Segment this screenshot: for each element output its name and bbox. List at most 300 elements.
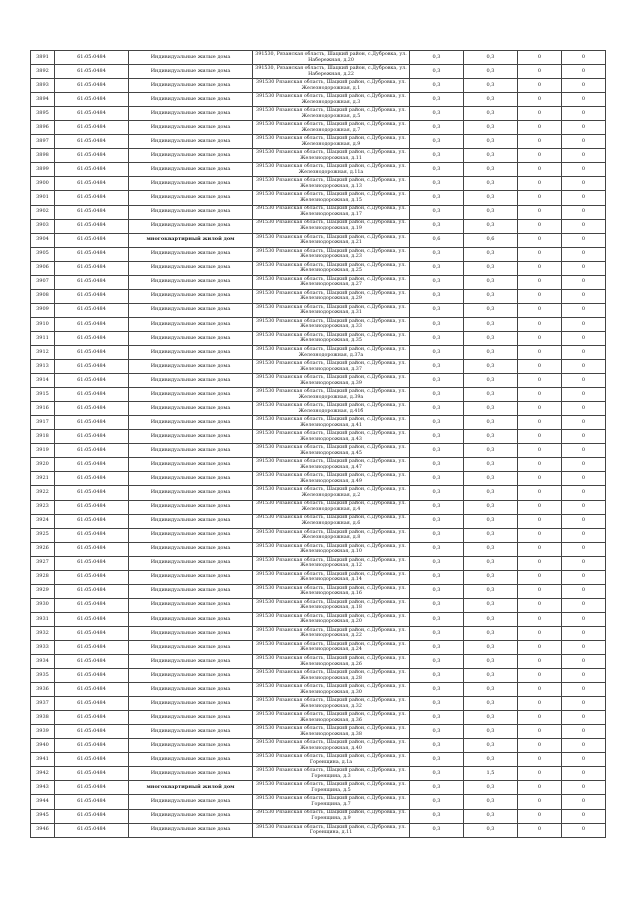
value-d-cell: 0 bbox=[562, 402, 606, 416]
building-type-cell: Индивидуальные жилые дома bbox=[129, 795, 253, 809]
cadastral-quarter-cell: 61:05:0484 bbox=[55, 402, 129, 416]
value-a-cell: 0,3 bbox=[410, 135, 464, 149]
row-number-cell: 3892 bbox=[31, 65, 55, 79]
value-c-cell: 0 bbox=[518, 51, 562, 65]
value-d-cell: 0 bbox=[562, 640, 606, 654]
value-d-cell: 0 bbox=[562, 303, 606, 317]
value-a-cell: 0,3 bbox=[410, 191, 464, 205]
value-a-cell: 0,3 bbox=[410, 275, 464, 289]
building-type-cell: Индивидуальные жилые дома bbox=[129, 416, 253, 430]
table-row bbox=[31, 739, 606, 753]
value-c-cell: 0 bbox=[518, 584, 562, 598]
value-b-cell: 0,3 bbox=[464, 430, 518, 444]
table-row bbox=[31, 781, 606, 795]
value-b-cell: 0,6 bbox=[464, 233, 518, 247]
value-a-cell: 0,3 bbox=[410, 303, 464, 317]
address-cell: 391530, Рязанская область, Шацкий район, с.Дубровка, ул. Набережная, д.22 bbox=[253, 65, 410, 79]
value-b-cell: 0,3 bbox=[464, 261, 518, 275]
value-b-cell: 0,3 bbox=[464, 626, 518, 640]
cadastral-quarter-cell: 61:05:0484 bbox=[55, 374, 129, 388]
value-c-cell: 0 bbox=[518, 233, 562, 247]
value-b-cell: 0,3 bbox=[464, 135, 518, 149]
building-type-cell: Индивидуальные жилые дома bbox=[129, 107, 253, 121]
row-number-cell: 3915 bbox=[31, 388, 55, 402]
value-d-cell: 0 bbox=[562, 135, 606, 149]
value-a-cell: 0,3 bbox=[410, 205, 464, 219]
value-d-cell: 0 bbox=[562, 669, 606, 683]
value-c-cell: 0 bbox=[518, 486, 562, 500]
table-row bbox=[31, 486, 606, 500]
row-number-cell: 3945 bbox=[31, 809, 55, 823]
building-type-cell: Индивидуальные жилые дома bbox=[129, 486, 253, 500]
row-number-cell: 3930 bbox=[31, 598, 55, 612]
value-d-cell: 0 bbox=[562, 556, 606, 570]
cadastral-quarter-cell: 61:05:0484 bbox=[55, 655, 129, 669]
address-cell: 391530 Рязанская область, Шацкий район, с.Дубровка, ул. Железнодорожная, д.32 bbox=[253, 697, 410, 711]
value-b-cell: 0,3 bbox=[464, 514, 518, 528]
value-a-cell: 0,3 bbox=[410, 289, 464, 303]
building-type-cell: Индивидуальные жилые дома bbox=[129, 683, 253, 697]
address-cell: 391530 Рязанская область, Шацкий район, с.Дубровка, ул. Железнодорожная, д.2 bbox=[253, 486, 410, 500]
value-b-cell: 0,3 bbox=[464, 121, 518, 135]
value-d-cell: 0 bbox=[562, 809, 606, 823]
cadastral-quarter-cell: 61:05:0484 bbox=[55, 51, 129, 65]
table-row bbox=[31, 205, 606, 219]
value-c-cell: 0 bbox=[518, 219, 562, 233]
value-b-cell: 0,3 bbox=[464, 655, 518, 669]
address-cell: 391530 Рязанская область, Шацкий район, с.Дубровка, ул. Железнодорожная, д.40 bbox=[253, 739, 410, 753]
value-b-cell: 0,3 bbox=[464, 486, 518, 500]
building-type-cell: многоквартирный жилой дом bbox=[129, 781, 253, 795]
cadastral-quarter-cell: 61:05:0484 bbox=[55, 556, 129, 570]
row-number-cell: 3919 bbox=[31, 444, 55, 458]
value-a-cell: 0,3 bbox=[410, 149, 464, 163]
value-a-cell: 0,3 bbox=[410, 823, 464, 837]
cadastral-quarter-cell: 61:05:0484 bbox=[55, 598, 129, 612]
value-b-cell: 0,3 bbox=[464, 345, 518, 359]
cadastral-quarter-cell: 61:05:0484 bbox=[55, 430, 129, 444]
row-number-cell: 3924 bbox=[31, 514, 55, 528]
address-cell: 391530 Рязанская область, Шацкий район, с.Дубровка, ул. Железнодорожная, д.11а bbox=[253, 163, 410, 177]
value-b-cell: 0,3 bbox=[464, 93, 518, 107]
value-b-cell: 0,3 bbox=[464, 360, 518, 374]
table-row bbox=[31, 669, 606, 683]
value-b-cell: 0,3 bbox=[464, 331, 518, 345]
cadastral-quarter-cell: 61:05:0484 bbox=[55, 303, 129, 317]
row-number-cell: 3894 bbox=[31, 93, 55, 107]
value-b-cell: 0,3 bbox=[464, 219, 518, 233]
value-b-cell: 0,3 bbox=[464, 275, 518, 289]
value-d-cell: 0 bbox=[562, 107, 606, 121]
row-number-cell: 3938 bbox=[31, 711, 55, 725]
value-a-cell: 0,3 bbox=[410, 528, 464, 542]
building-type-cell: Индивидуальные жилые дома bbox=[129, 402, 253, 416]
row-number-cell: 3940 bbox=[31, 739, 55, 753]
address-cell: 391530 Рязанская область, Шацкий район, с.Дубровка, ул. Горенщина, д.5 bbox=[253, 781, 410, 795]
value-a-cell: 0,3 bbox=[410, 388, 464, 402]
address-cell: 391530 Рязанская область, Шацкий район, с.Дубровка, ул. Железнодорожная, д.37а bbox=[253, 345, 410, 359]
value-d-cell: 0 bbox=[562, 725, 606, 739]
cadastral-quarter-cell: 61:05:0484 bbox=[55, 500, 129, 514]
value-b-cell: 0,3 bbox=[464, 163, 518, 177]
address-cell: 391530 Рязанская область, Шацкий район, с.Дубровка, ул. Железнодорожная, д.39а bbox=[253, 388, 410, 402]
building-type-cell: Индивидуальные жилые дома bbox=[129, 472, 253, 486]
cadastral-quarter-cell: 61:05:0484 bbox=[55, 247, 129, 261]
cadastral-quarter-cell: 61:05:0484 bbox=[55, 317, 129, 331]
value-d-cell: 0 bbox=[562, 430, 606, 444]
table-row bbox=[31, 247, 606, 261]
address-cell: 391530 Рязанская область, Шацкий район, с.Дубровка, ул. Горенщина, д.7 bbox=[253, 795, 410, 809]
value-d-cell: 0 bbox=[562, 191, 606, 205]
address-cell: 391530 Рязанская область, Шацкий район, с.Дубровка, ул. Железнодорожная, д.15 bbox=[253, 191, 410, 205]
table-row bbox=[31, 275, 606, 289]
value-c-cell: 0 bbox=[518, 121, 562, 135]
address-cell: 391530 Рязанская область, Шацкий район, с.Дубровка, ул. Железнодорожная, д.38 bbox=[253, 725, 410, 739]
building-type-cell: Индивидуальные жилые дома bbox=[129, 79, 253, 93]
value-c-cell: 0 bbox=[518, 374, 562, 388]
value-d-cell: 0 bbox=[562, 514, 606, 528]
address-cell: 391530 Рязанская область, Шацкий район, с.Дубровка, ул. Железнодорожная, д.25 bbox=[253, 261, 410, 275]
cadastral-quarter-cell: 61:05:0484 bbox=[55, 458, 129, 472]
table-row bbox=[31, 711, 606, 725]
value-a-cell: 0,3 bbox=[410, 669, 464, 683]
cadastral-quarter-cell: 61:05:0484 bbox=[55, 781, 129, 795]
row-number-cell: 3903 bbox=[31, 219, 55, 233]
cadastral-quarter-cell: 61:05:0484 bbox=[55, 725, 129, 739]
row-number-cell: 3941 bbox=[31, 753, 55, 767]
value-c-cell: 0 bbox=[518, 612, 562, 626]
value-a-cell: 0,3 bbox=[410, 79, 464, 93]
row-number-cell: 3916 bbox=[31, 402, 55, 416]
address-cell: 391530 Рязанская область, Шацкий район, с.Дубровка, ул. Железнодорожная, д.6 bbox=[253, 514, 410, 528]
address-cell: 391530 Рязанская область, Шацкий район, с.Дубровка, ул. Железнодорожная, д.4 bbox=[253, 500, 410, 514]
value-b-cell: 0,3 bbox=[464, 149, 518, 163]
building-type-cell: Индивидуальные жилые дома bbox=[129, 500, 253, 514]
table-row bbox=[31, 570, 606, 584]
value-c-cell: 0 bbox=[518, 528, 562, 542]
cadastral-quarter-cell: 61:05:0484 bbox=[55, 809, 129, 823]
row-number-cell: 3907 bbox=[31, 275, 55, 289]
table-row bbox=[31, 612, 606, 626]
address-cell: 391530 Рязанская область, Шацкий район, с.Дубровка, ул. Железнодорожная, д.3 bbox=[253, 93, 410, 107]
building-type-cell: Индивидуальные жилые дома bbox=[129, 626, 253, 640]
table-row bbox=[31, 655, 606, 669]
cadastral-quarter-cell: 61:05:0484 bbox=[55, 795, 129, 809]
row-number-cell: 3935 bbox=[31, 669, 55, 683]
address-cell: 391530 Рязанская область, Шацкий район, с.Дубровка, ул. Горенщина, д.9 bbox=[253, 809, 410, 823]
value-c-cell: 0 bbox=[518, 739, 562, 753]
row-number-cell: 3904 bbox=[31, 233, 55, 247]
building-type-cell: Индивидуальные жилые дома bbox=[129, 331, 253, 345]
table-row bbox=[31, 233, 606, 247]
row-number-cell: 3943 bbox=[31, 781, 55, 795]
value-d-cell: 0 bbox=[562, 655, 606, 669]
value-a-cell: 0,3 bbox=[410, 444, 464, 458]
value-b-cell: 0,3 bbox=[464, 584, 518, 598]
table-row bbox=[31, 514, 606, 528]
value-d-cell: 0 bbox=[562, 219, 606, 233]
value-b-cell: 0,3 bbox=[464, 683, 518, 697]
address-cell: 391530 Рязанская область, Шацкий район, с.Дубровка, ул. Железнодорожная, д.28 bbox=[253, 669, 410, 683]
value-d-cell: 0 bbox=[562, 823, 606, 837]
value-c-cell: 0 bbox=[518, 191, 562, 205]
value-c-cell: 0 bbox=[518, 542, 562, 556]
table-row bbox=[31, 402, 606, 416]
building-type-cell: многоквартирный жилой дом bbox=[129, 233, 253, 247]
value-d-cell: 0 bbox=[562, 584, 606, 598]
address-cell: 391530 Рязанская область, Шацкий район, с.Дубровка, ул. Железнодорожная, д.21 bbox=[253, 233, 410, 247]
value-a-cell: 0,3 bbox=[410, 640, 464, 654]
value-b-cell: 0,3 bbox=[464, 739, 518, 753]
value-a-cell: 0,3 bbox=[410, 416, 464, 430]
cadastral-quarter-cell: 61:05:0484 bbox=[55, 416, 129, 430]
value-c-cell: 0 bbox=[518, 149, 562, 163]
cadastral-quarter-cell: 61:05:0484 bbox=[55, 514, 129, 528]
value-a-cell: 0,3 bbox=[410, 612, 464, 626]
table-row bbox=[31, 416, 606, 430]
cadastral-quarter-cell: 61:05:0484 bbox=[55, 697, 129, 711]
cadastral-quarter-cell: 61:05:0484 bbox=[55, 542, 129, 556]
value-b-cell: 0,3 bbox=[464, 640, 518, 654]
table-row bbox=[31, 303, 606, 317]
table-row bbox=[31, 626, 606, 640]
value-d-cell: 0 bbox=[562, 486, 606, 500]
value-d-cell: 0 bbox=[562, 781, 606, 795]
address-cell: 391530 Рязанская область, Шацкий район, с.Дубровка, ул. Железнодорожная, д.26 bbox=[253, 655, 410, 669]
row-number-cell: 3939 bbox=[31, 725, 55, 739]
value-b-cell: 1,5 bbox=[464, 767, 518, 781]
value-d-cell: 0 bbox=[562, 795, 606, 809]
value-c-cell: 0 bbox=[518, 163, 562, 177]
address-cell: 391530 Рязанская область, Шацкий район, с.Дубровка, ул. Железнодорожная, д.16 bbox=[253, 584, 410, 598]
value-a-cell: 0,3 bbox=[410, 570, 464, 584]
table-row bbox=[31, 163, 606, 177]
address-cell: 391530 Рязанская область, Шацкий район, с.Дубровка, ул. Железнодорожная, д.7 bbox=[253, 121, 410, 135]
value-a-cell: 0,3 bbox=[410, 472, 464, 486]
building-type-cell: Индивидуальные жилые дома bbox=[129, 669, 253, 683]
building-type-cell: Индивидуальные жилые дома bbox=[129, 65, 253, 79]
value-c-cell: 0 bbox=[518, 317, 562, 331]
value-a-cell: 0,3 bbox=[410, 430, 464, 444]
value-c-cell: 0 bbox=[518, 598, 562, 612]
value-a-cell: 0,3 bbox=[410, 739, 464, 753]
building-type-cell: Индивидуальные жилые дома bbox=[129, 149, 253, 163]
row-number-cell: 3926 bbox=[31, 542, 55, 556]
value-b-cell: 0,3 bbox=[464, 500, 518, 514]
building-type-cell: Индивидуальные жилые дома bbox=[129, 374, 253, 388]
row-number-cell: 3920 bbox=[31, 458, 55, 472]
building-type-cell: Индивидуальные жилые дома bbox=[129, 135, 253, 149]
table-row bbox=[31, 556, 606, 570]
table-row bbox=[31, 528, 606, 542]
cadastral-quarter-cell: 61:05:0484 bbox=[55, 753, 129, 767]
building-type-cell: Индивидуальные жилые дома bbox=[129, 247, 253, 261]
cadastral-quarter-cell: 61:05:0484 bbox=[55, 570, 129, 584]
value-a-cell: 0,3 bbox=[410, 781, 464, 795]
value-c-cell: 0 bbox=[518, 430, 562, 444]
table-row bbox=[31, 93, 606, 107]
address-cell: 391530 Рязанская область, Шацкий район, с.Дубровка, ул. Железнодорожная, д.11 bbox=[253, 149, 410, 163]
table-row bbox=[31, 191, 606, 205]
value-b-cell: 0,3 bbox=[464, 374, 518, 388]
cadastral-quarter-cell: 61:05:0484 bbox=[55, 683, 129, 697]
row-number-cell: 3922 bbox=[31, 486, 55, 500]
address-cell: 391530 Рязанская область, Шацкий район, с.Дубровка, ул. Железнодорожная, д.43 bbox=[253, 430, 410, 444]
row-number-cell: 3914 bbox=[31, 374, 55, 388]
cadastral-quarter-cell: 61:05:0484 bbox=[55, 626, 129, 640]
value-a-cell: 0,3 bbox=[410, 711, 464, 725]
value-a-cell: 0,6 bbox=[410, 233, 464, 247]
row-number-cell: 3911 bbox=[31, 331, 55, 345]
value-a-cell: 0,3 bbox=[410, 107, 464, 121]
building-type-cell: Индивидуальные жилые дома bbox=[129, 51, 253, 65]
building-type-cell: Индивидуальные жилые дома bbox=[129, 584, 253, 598]
address-cell: 391530 Рязанская область, Шацкий район, с.Дубровка, ул. Железнодорожная, д.5 bbox=[253, 107, 410, 121]
value-c-cell: 0 bbox=[518, 500, 562, 514]
value-c-cell: 0 bbox=[518, 177, 562, 191]
value-c-cell: 0 bbox=[518, 570, 562, 584]
value-b-cell: 0,3 bbox=[464, 528, 518, 542]
cadastral-quarter-cell: 61:05:0484 bbox=[55, 331, 129, 345]
value-c-cell: 0 bbox=[518, 345, 562, 359]
building-type-cell: Индивидуальные жилые дома bbox=[129, 809, 253, 823]
value-b-cell: 0,3 bbox=[464, 711, 518, 725]
value-b-cell: 0,3 bbox=[464, 289, 518, 303]
table-row bbox=[31, 317, 606, 331]
address-cell: 391530 Рязанская область, Шацкий район, с.Дубровка, ул. Железнодорожная, д.12 bbox=[253, 556, 410, 570]
value-a-cell: 0,3 bbox=[410, 556, 464, 570]
row-number-cell: 3900 bbox=[31, 177, 55, 191]
value-a-cell: 0,3 bbox=[410, 598, 464, 612]
value-c-cell: 0 bbox=[518, 303, 562, 317]
address-cell: 391530 Рязанская область, Шацкий район, с.Дубровка, ул. Горенщина, д.3 bbox=[253, 767, 410, 781]
row-number-cell: 3912 bbox=[31, 345, 55, 359]
row-number-cell: 3899 bbox=[31, 163, 55, 177]
value-a-cell: 0,3 bbox=[410, 584, 464, 598]
row-number-cell: 3910 bbox=[31, 317, 55, 331]
value-b-cell: 0,3 bbox=[464, 809, 518, 823]
cadastral-quarter-cell: 61:05:0484 bbox=[55, 191, 129, 205]
building-type-cell: Индивидуальные жилые дома bbox=[129, 711, 253, 725]
cadastral-quarter-cell: 61:05:0484 bbox=[55, 388, 129, 402]
value-d-cell: 0 bbox=[562, 121, 606, 135]
building-type-cell: Индивидуальные жилые дома bbox=[129, 640, 253, 654]
row-number-cell: 3917 bbox=[31, 416, 55, 430]
address-cell: 391530 Рязанская область, Шацкий район, с.Дубровка, ул. Железнодорожная, д.19 bbox=[253, 219, 410, 233]
value-b-cell: 0,3 bbox=[464, 556, 518, 570]
table-row bbox=[31, 219, 606, 233]
value-c-cell: 0 bbox=[518, 107, 562, 121]
value-b-cell: 0,3 bbox=[464, 669, 518, 683]
value-b-cell: 0,3 bbox=[464, 458, 518, 472]
row-number-cell: 3891 bbox=[31, 51, 55, 65]
value-b-cell: 0,3 bbox=[464, 472, 518, 486]
value-b-cell: 0,3 bbox=[464, 107, 518, 121]
value-d-cell: 0 bbox=[562, 51, 606, 65]
cadastral-quarter-cell: 61:05:0484 bbox=[55, 93, 129, 107]
cadastral-quarter-cell: 61:05:0484 bbox=[55, 275, 129, 289]
building-type-cell: Индивидуальные жилые дома bbox=[129, 303, 253, 317]
data-table bbox=[30, 50, 606, 838]
value-a-cell: 0,3 bbox=[410, 753, 464, 767]
table-row bbox=[31, 683, 606, 697]
table-row bbox=[31, 261, 606, 275]
table-row bbox=[31, 444, 606, 458]
value-a-cell: 0,3 bbox=[410, 683, 464, 697]
cadastral-quarter-cell: 61:05:0484 bbox=[55, 486, 129, 500]
value-d-cell: 0 bbox=[562, 177, 606, 191]
table-row bbox=[31, 725, 606, 739]
value-b-cell: 0,3 bbox=[464, 570, 518, 584]
table-row bbox=[31, 388, 606, 402]
value-b-cell: 0,3 bbox=[464, 795, 518, 809]
cadastral-quarter-cell: 61:05:0484 bbox=[55, 261, 129, 275]
building-type-cell: Индивидуальные жилые дома bbox=[129, 219, 253, 233]
value-a-cell: 0,3 bbox=[410, 542, 464, 556]
value-c-cell: 0 bbox=[518, 683, 562, 697]
cadastral-quarter-cell: 61:05:0484 bbox=[55, 205, 129, 219]
value-a-cell: 0,3 bbox=[410, 261, 464, 275]
address-cell: 391530 Рязанская область, Шацкий район, с.Дубровка, ул. Железнодорожная, д.13 bbox=[253, 177, 410, 191]
value-c-cell: 0 bbox=[518, 711, 562, 725]
value-d-cell: 0 bbox=[562, 458, 606, 472]
address-cell: 391530 Рязанская область, Шацкий район, с.Дубровка, ул. Железнодорожная, д.14 bbox=[253, 570, 410, 584]
building-type-cell: Индивидуальные жилые дома bbox=[129, 289, 253, 303]
table-row bbox=[31, 640, 606, 654]
value-d-cell: 0 bbox=[562, 205, 606, 219]
table-body bbox=[31, 51, 606, 838]
value-c-cell: 0 bbox=[518, 753, 562, 767]
value-d-cell: 0 bbox=[562, 472, 606, 486]
table-row bbox=[31, 360, 606, 374]
value-c-cell: 0 bbox=[518, 444, 562, 458]
row-number-cell: 3897 bbox=[31, 135, 55, 149]
cadastral-quarter-cell: 61:05:0484 bbox=[55, 107, 129, 121]
value-a-cell: 0,3 bbox=[410, 163, 464, 177]
cadastral-quarter-cell: 61:05:0484 bbox=[55, 444, 129, 458]
value-a-cell: 0,3 bbox=[410, 317, 464, 331]
building-type-cell: Индивидуальные жилые дома bbox=[129, 725, 253, 739]
table-row bbox=[31, 584, 606, 598]
cadastral-quarter-cell: 61:05:0484 bbox=[55, 472, 129, 486]
value-a-cell: 0,3 bbox=[410, 65, 464, 79]
table-row bbox=[31, 767, 606, 781]
value-d-cell: 0 bbox=[562, 374, 606, 388]
value-b-cell: 0,3 bbox=[464, 65, 518, 79]
value-a-cell: 0,3 bbox=[410, 514, 464, 528]
value-b-cell: 0,3 bbox=[464, 444, 518, 458]
value-d-cell: 0 bbox=[562, 317, 606, 331]
table-row bbox=[31, 331, 606, 345]
building-type-cell: Индивидуальные жилые дома bbox=[129, 697, 253, 711]
building-type-cell: Индивидуальные жилые дома bbox=[129, 528, 253, 542]
value-d-cell: 0 bbox=[562, 388, 606, 402]
building-type-cell: Индивидуальные жилые дома bbox=[129, 767, 253, 781]
row-number-cell: 3905 bbox=[31, 247, 55, 261]
row-number-cell: 3933 bbox=[31, 640, 55, 654]
value-b-cell: 0,3 bbox=[464, 303, 518, 317]
row-number-cell: 3898 bbox=[31, 149, 55, 163]
value-c-cell: 0 bbox=[518, 472, 562, 486]
value-c-cell: 0 bbox=[518, 626, 562, 640]
address-cell: 391530 Рязанская область, Шацкий район, с.Дубровка, ул. Железнодорожная, д.49 bbox=[253, 472, 410, 486]
row-number-cell: 3931 bbox=[31, 612, 55, 626]
value-a-cell: 0,3 bbox=[410, 767, 464, 781]
value-a-cell: 0,3 bbox=[410, 331, 464, 345]
value-c-cell: 0 bbox=[518, 65, 562, 79]
building-type-cell: Индивидуальные жилые дома bbox=[129, 261, 253, 275]
value-d-cell: 0 bbox=[562, 500, 606, 514]
